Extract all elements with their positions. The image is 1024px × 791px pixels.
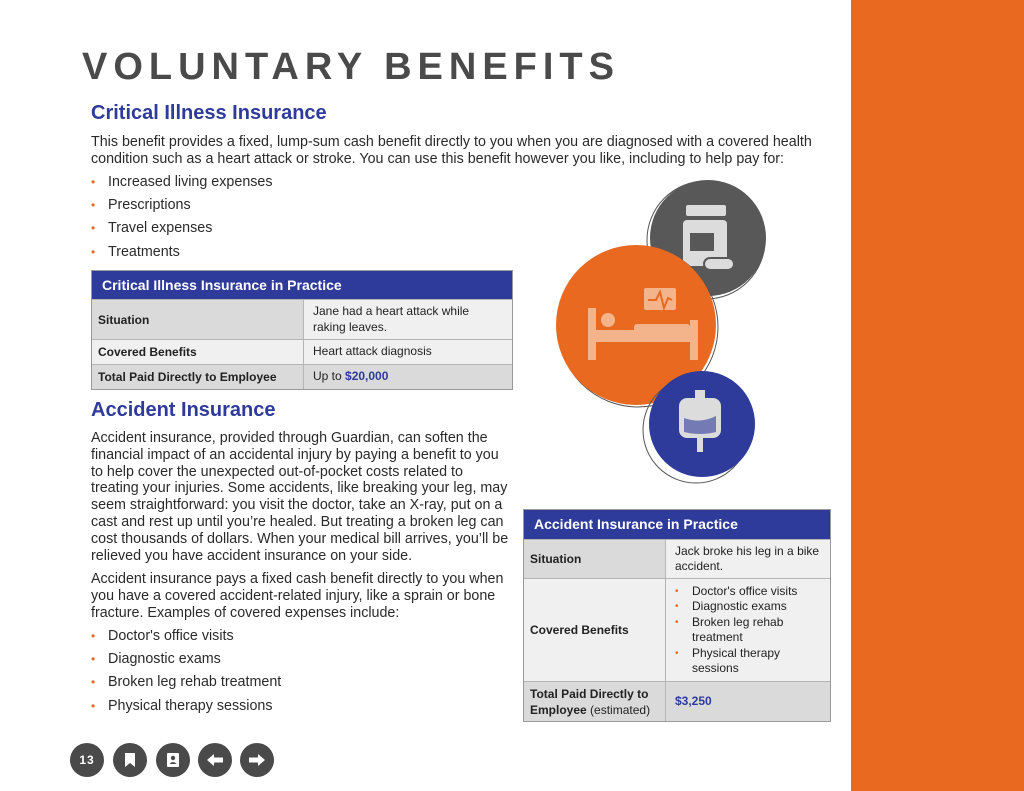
- bullet-icon: •: [675, 616, 679, 628]
- situation-value: Jane had a heart attack while raking leaves.: [304, 300, 512, 339]
- table-title: Accident Insurance in Practice: [524, 510, 830, 539]
- critical-illness-list: [91, 173, 273, 266]
- previous-page-button[interactable]: [198, 743, 232, 777]
- orange-side-bar: [851, 0, 1024, 791]
- bullet-icon: •: [91, 198, 96, 213]
- covered-benefits-value: Heart attack diagnosis: [304, 340, 512, 364]
- bullet-icon: •: [91, 175, 96, 189]
- list-item: • Broken leg rehab treatment: [675, 614, 784, 644]
- list-item: • Physical therapy sessions: [91, 697, 273, 714]
- list-item: • Travel expenses: [91, 220, 213, 237]
- critical-illness-practice-table: [91, 270, 513, 390]
- list-item: • Doctor's office visits: [675, 583, 798, 598]
- covered-benefits-label: Covered Benefits: [524, 579, 666, 681]
- bullet-icon: •: [91, 652, 96, 667]
- bullet-icon: •: [91, 221, 96, 236]
- bookmark-icon: [123, 752, 137, 768]
- table-row: [524, 578, 830, 681]
- accident-list: [91, 627, 281, 720]
- covered-benefits-value: [666, 579, 830, 681]
- list-item: • Diagnostic exams: [675, 599, 787, 613]
- benefits-illustration: [550, 180, 780, 490]
- total-paid-label: Total Paid Directly to Employee: [92, 365, 304, 389]
- covered-benefits-label: Covered Benefits: [92, 340, 304, 364]
- bullet-icon: •: [91, 244, 96, 259]
- bullet-icon: •: [91, 629, 96, 643]
- table-row: [524, 539, 830, 578]
- total-amount: $20,000: [345, 369, 389, 384]
- table-row: [92, 299, 512, 339]
- bullet-icon: •: [675, 647, 679, 659]
- arrow-left-icon: [206, 753, 224, 767]
- accident-insurance-heading: Accident Insurance: [91, 399, 276, 421]
- list-item: • Doctor's office visits: [91, 628, 234, 644]
- bullet-icon: •: [91, 675, 96, 690]
- list-item: • Physical therapy sessions: [675, 645, 781, 675]
- list-item: • Increased living expenses: [91, 174, 273, 190]
- accident-paragraph-2: Accident insurance pays a fixed cash benefit directly to you when you have a covered accident-related injury, like a sprain or bone fracture. Examples of covered expenses include:: [91, 571, 504, 621]
- situation-label: Situation: [92, 300, 304, 339]
- total-amount: $3,250: [675, 693, 712, 708]
- estimated-note: (estimated): [590, 703, 651, 717]
- situation-label: Situation: [524, 540, 666, 578]
- page-number-badge: 13: [70, 743, 104, 777]
- table-row: [92, 364, 512, 389]
- table-title: Critical Illness Insurance in Practice: [92, 271, 512, 299]
- situation-value: Jack broke his leg in a bike accident.: [666, 540, 830, 578]
- accident-practice-table: [523, 509, 831, 722]
- page-title: VOLUNTARY BENEFITS: [82, 46, 620, 88]
- critical-illness-intro: This benefit provides a fixed, lump-sum cash benefit directly to you when you are diagnosed with a covered health condition such as a heart attack or stroke. You can use this benefit however you like, including to help pay for:: [91, 134, 812, 167]
- table-row: [92, 339, 512, 364]
- total-paid-label: Total Paid Directly to Employee (estimated): [524, 682, 666, 721]
- bullet-icon: •: [675, 585, 679, 597]
- next-page-button[interactable]: [240, 743, 274, 777]
- total-paid-value: [666, 682, 830, 721]
- contacts-button[interactable]: [156, 743, 190, 777]
- list-item: • Prescriptions: [91, 197, 191, 214]
- bookmark-button[interactable]: [113, 743, 147, 777]
- bullet-icon: •: [91, 698, 96, 713]
- covered-benefits-list: [675, 584, 821, 677]
- list-item: • Treatments: [91, 243, 180, 260]
- list-item: • Diagnostic exams: [91, 651, 221, 668]
- bullet-icon: •: [675, 601, 679, 612]
- contacts-icon: [166, 752, 180, 768]
- table-row: [524, 681, 830, 721]
- list-item: • Broken leg rehab treatment: [91, 674, 282, 691]
- arrow-right-icon: [248, 753, 266, 767]
- accident-paragraph-1: Accident insurance, provided through Guardian, can soften the financial impact of an accidental injury by paying a benefit to you to help cover the unexpected out-of-pocket costs related to treating your injuries. Some accidents, like breaking your leg, may seem straightforward: you visit the doctor, take an X-ray, put on a cast and rest up until you’re healed. But treating a broken leg can cost thousands of dollars. When your medical bill arrives, you’ll be relieved you have accident insurance on your side.: [91, 430, 509, 564]
- critical-illness-heading: Critical Illness Insurance: [91, 102, 327, 124]
- total-paid-value: Up to $20,000: [304, 365, 512, 389]
